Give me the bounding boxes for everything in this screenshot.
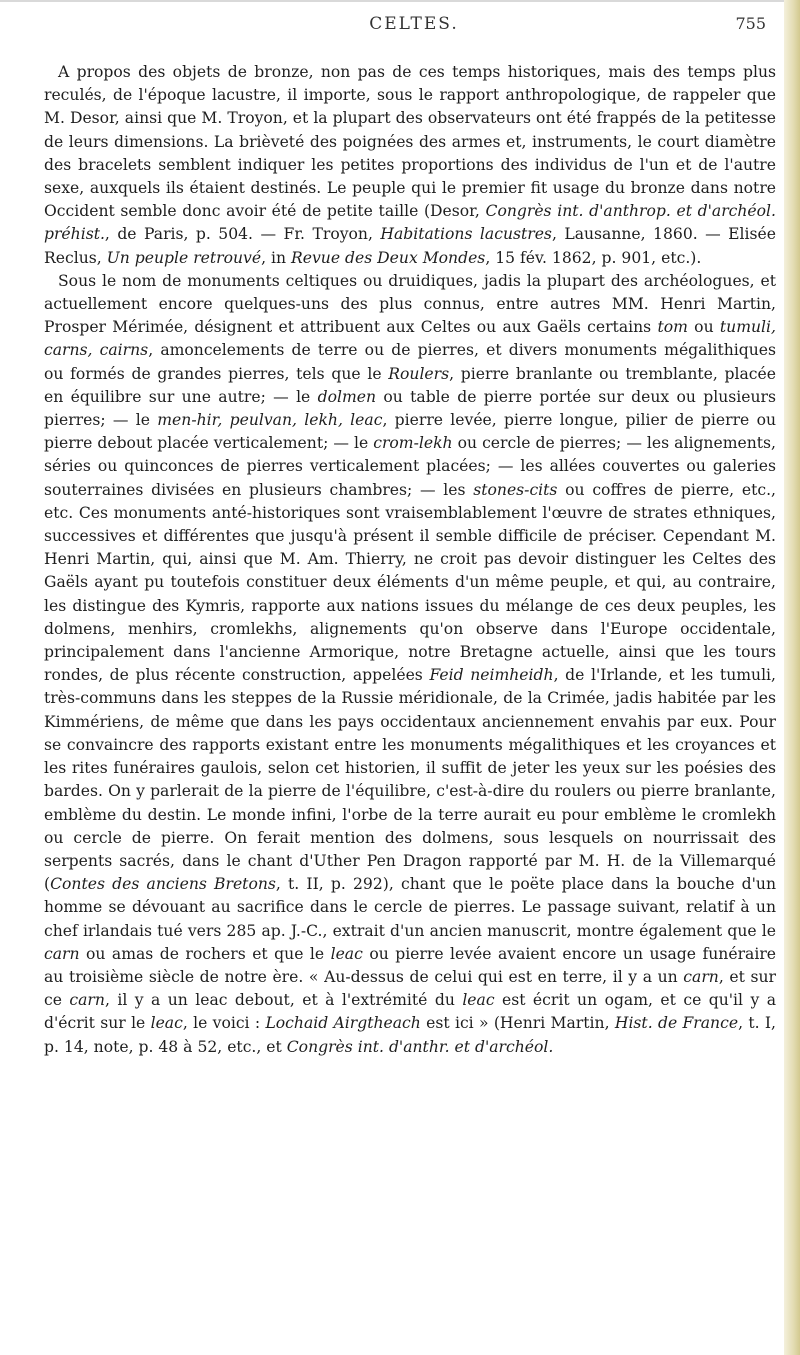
text-run: , 15 fév. 1862, p. 901, etc.). xyxy=(485,248,702,267)
text-run: , Lausanne, 1860. — Elisée Reclus, xyxy=(44,225,776,267)
text-run: est écrit un ogam, et ce qu'il y a d'écrit sur le xyxy=(44,991,777,1033)
text-run: , amoncelements de terre ou de pierres, et divers monuments mégalithiques ou formés de grandes pierres, tels que le xyxy=(44,341,776,383)
italic-text-run: leac xyxy=(330,944,363,963)
text-run: , t. I, p. 14, note, p. 48 à 52, etc., et xyxy=(44,1014,777,1056)
text-run: ou pierre levée avaient encore un usage funéraire au troisième siècle de notre ère. « Au-dessus de celui qui est en terre, il y a un xyxy=(44,944,776,986)
page-edge-shadow xyxy=(784,0,800,1355)
body-text xyxy=(44,61,776,1059)
italic-text-run: Congrès int. d'anthr. et d'archéol. xyxy=(286,1037,554,1056)
italic-text-run: Feid neimheidh xyxy=(429,666,554,685)
text-run: A propos des objets de bronze, non pas de ces temps historiques, mais des temps plus reculés, de l'époque lacustre, il importe, sous le rapport anthropologique, de rappeler que M. Desor, ainsi que M. Troyon, et la plupart des observateurs ont été frappés de la petitesse de leurs dimensions. La brièveté des poignées des armes et, instruments, le court diamètre des bracelets semblent indiquer les petites proportions des individus de l'un et de l'autre sexe, auxquels ils étaient destinés. Le peuple qui le premier fit usage du bronze dans notre Occident semble donc avoir été de petite taille (Desor, xyxy=(44,63,776,221)
italic-text-run: crom-lekh xyxy=(373,434,453,453)
italic-text-run: leac xyxy=(150,1014,183,1033)
text-run: , pierre levée, pierre longue, pilier de pierre ou pierre debout placée verticalement; — le xyxy=(44,411,777,453)
italic-text-run: Habitations lacustres xyxy=(380,225,552,244)
italic-text-run: carn xyxy=(683,967,719,986)
text-run: , t. II, p. 292), chant que le poëte place dans la bouche d'un homme se dévouant au sacrifice dans le cercle de pierres. Le passage suivant, relatif à un chef irlandais tué vers 285 ap. J.-C., extrait d'un ancien manuscrit, montre également que le xyxy=(44,875,776,940)
running-title: CELTES. xyxy=(369,14,459,34)
italic-text-run: dolmen xyxy=(317,387,377,406)
text-run: , le voici : xyxy=(182,1014,266,1033)
italic-text-run: leac xyxy=(462,991,495,1010)
paragraph xyxy=(44,61,776,270)
text-run: , in xyxy=(261,248,291,267)
italic-text-run: men-hir, peulvan, lekh, leac xyxy=(157,411,383,430)
text-run: ou table de pierre portée sur deux ou plusieurs pierres; — le xyxy=(44,387,777,430)
text-run: Sous le nom de monuments celtiques ou druidiques, jadis la plupart des archéologues, et actuellement encore quelques-uns des plus connus, entre autres MM. Henri Martin, Prosper Mérimée, désignent et attribuent aux Celtes ou aux Gaëls certains xyxy=(44,271,776,337)
italic-text-run: Roulers xyxy=(388,364,450,383)
text-run: , pierre branlante ou tremblante, placée en équilibre sur une autre; — le xyxy=(44,364,776,406)
text-run: , de Paris, p. 504. — Fr. Troyon, xyxy=(104,225,381,244)
paragraph xyxy=(44,270,776,1059)
text-run: , il y a un leac debout, et à l'extrémité du xyxy=(104,991,463,1010)
page-number: 755 xyxy=(735,14,766,33)
italic-text-run: Contes des anciens Bretons xyxy=(50,875,276,894)
italic-text-run: carn xyxy=(44,944,80,963)
italic-text-run: tumuli, carns, cairns xyxy=(44,318,776,360)
italic-text-run: tom xyxy=(657,318,688,337)
page-top-border xyxy=(0,0,800,2)
text-run: ou amas de rochers et que le xyxy=(79,944,331,963)
italic-text-run: Revue des Deux Mondes xyxy=(291,248,486,267)
italic-text-run: carn xyxy=(69,991,105,1010)
text-run: , et sur ce xyxy=(44,967,776,1010)
text-run: , de l'Irlande, et les tumuli, très-communs dans les steppes de la Russie méridionale, de la Crimée, jadis habitée par les Kimmériens, de même que dans les pays occidentaux anciennement envahis par eux. Pour se convaincre des rapports existant entre les monuments mégalithiques et les croyances et les rites funéraires gaulois, selon cet historien, il suffit de jeter les yeux sur les poésies des bardes. On y parlerait de la pierre de l'équilibre, c'est-à-dire du roulers ou pierre branlante, emblème du destin. Le monde infini, l'orbe de la terre aurait eu pour emblème le cromlekh ou cercle de pierre. On ferait mention des dolmens, sous lesquels on nourrissait des serpents sacrés, dans le chant d'Uther Pen Dragon rapporté par M. H. de la Villemarqué ( xyxy=(44,666,776,894)
text-run: ou cercle de pierres; — les alignements, séries ou quinconces de pierres verticalement placées; — les allées couvertes ou galeries souterraines divisées en plusieurs chambres; — les xyxy=(44,434,776,499)
italic-text-run: Un peuple retrouvé xyxy=(106,248,262,267)
italic-text-run: Lochaid Airgtheach xyxy=(265,1014,421,1033)
page-header xyxy=(44,14,784,48)
italic-text-run: Hist. de France xyxy=(614,1014,739,1033)
text-run: est ici » (Henri Martin, xyxy=(420,1014,615,1033)
italic-text-run: Congrès int. d'anthrop. et d'archéol. préhist. xyxy=(44,202,776,244)
italic-text-run: stones-cits xyxy=(473,480,558,499)
text-run: ou xyxy=(687,318,720,337)
text-run: ou coffres de pierre, etc., etc. Ces monuments anté-historiques sont vraisemblablement l'œuvre de strates ethniques, successives et différentes que jusqu'à présent il semble difficile de préciser. Cependant M. Henri Martin, qui, ainsi que M. Am. Thierry, ne croit pas devoir distinguer les Celtes des Gaëls ayant pu toutefois constituer deux éléments d'un même peuple, et qui, au contraire, les distingue des Kymris, rapporte aux nations issues du mélange de ces deux peuples, les dolmens, menhirs, cromlekhs, alignements qu'on observe dans l'Europe occidentale, principalement dans l'ancienne Armorique, notre Bretagne actuelle, ainsi que les tours rondes, de plus récente construction, appelées xyxy=(44,480,776,685)
